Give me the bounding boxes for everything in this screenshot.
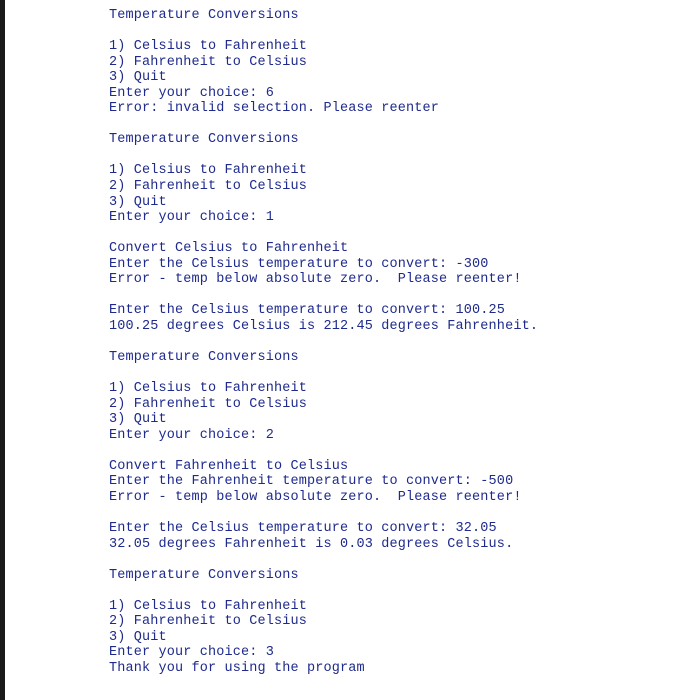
console-line: 3) Quit	[109, 629, 167, 645]
console-line: Enter your choice: 1	[109, 210, 275, 226]
console-line: 2) Fahrenheit to Celsius	[109, 54, 308, 70]
console-line: Enter the Celsius temperature to convert: 100.25	[109, 303, 506, 319]
console-line	[109, 148, 538, 164]
console-output	[109, 8, 538, 677]
console-line: 1) Celsius to Fahrenheit	[109, 39, 308, 55]
console-line: Enter the Celsius temperature to convert: -300	[109, 256, 489, 272]
console-line: Temperature Conversions	[109, 8, 299, 23]
console-line	[109, 443, 538, 459]
console-line	[109, 334, 538, 350]
console-line: Enter your choice: 2	[109, 427, 275, 443]
console-line: Temperature Conversions	[109, 350, 299, 366]
console-line	[109, 506, 538, 522]
console-line: 3) Quit	[109, 70, 167, 86]
console-line: 32.05 degrees Fahrenheit is 0.03 degrees Celsius.	[109, 536, 514, 552]
console-line: 1) Celsius to Fahrenheit	[109, 163, 308, 179]
console-line: Convert Fahrenheit to Celsius	[109, 458, 349, 474]
console-line: Enter your choice: 6	[109, 85, 275, 101]
console-line	[109, 288, 538, 304]
console-line: Convert Celsius to Fahrenheit	[109, 241, 349, 257]
console-line: Error: invalid selection. Please reenter	[109, 101, 440, 117]
window-edge	[0, 0, 5, 700]
console-line: Enter the Celsius temperature to convert: 32.05	[109, 521, 497, 537]
console-line: 2) Fahrenheit to Celsius	[109, 179, 308, 195]
console-line	[109, 552, 538, 568]
console-line: Thank you for using the program	[109, 660, 365, 676]
console-line	[109, 583, 538, 599]
console-line: Temperature Conversions	[109, 567, 299, 583]
console-line	[109, 366, 538, 382]
console-line: 3) Quit	[109, 412, 167, 428]
console-line: 2) Fahrenheit to Celsius	[109, 614, 308, 630]
console-line: 2) Fahrenheit to Celsius	[109, 396, 308, 412]
console-line	[109, 24, 538, 40]
console-line: 100.25 degrees Celsius is 212.45 degrees Fahrenheit.	[109, 318, 539, 334]
console-line: Enter the Fahrenheit temperature to convert: -500	[109, 474, 514, 490]
console-line	[109, 226, 538, 242]
console-line	[109, 117, 538, 133]
console-line: 1) Celsius to Fahrenheit	[109, 381, 308, 397]
console-line: 3) Quit	[109, 194, 167, 210]
console-line: 1) Celsius to Fahrenheit	[109, 598, 308, 614]
console-line: Error - temp below absolute zero. Please reenter!	[109, 272, 522, 288]
console-line: Error - temp below absolute zero. Please reenter!	[109, 489, 522, 505]
console-line: Temperature Conversions	[109, 132, 299, 148]
console-line: Enter your choice: 3	[109, 645, 275, 661]
